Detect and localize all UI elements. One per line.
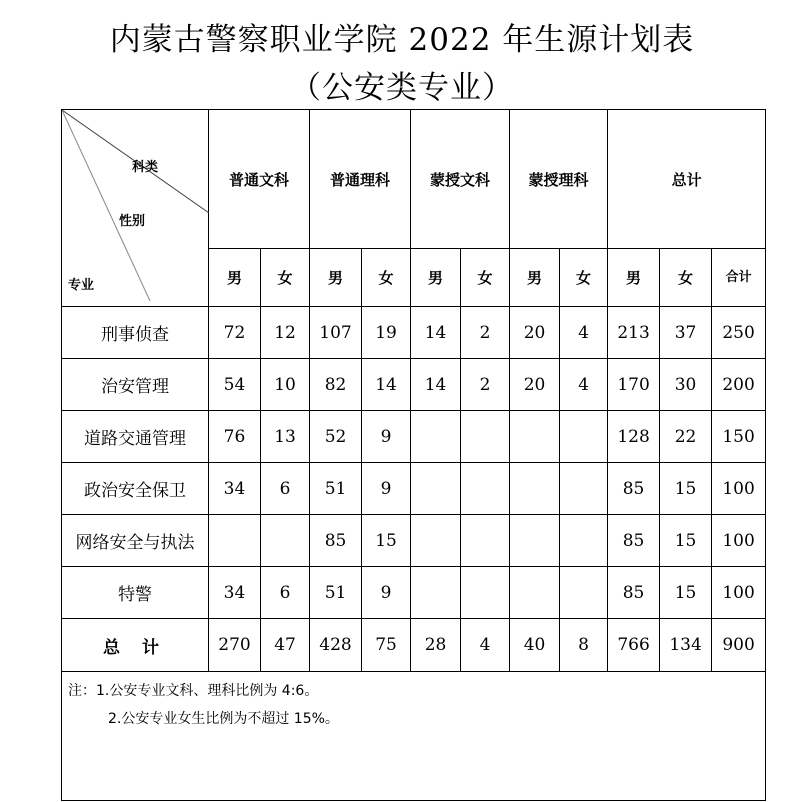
value-cell: 72	[209, 307, 261, 359]
table-row	[62, 359, 766, 411]
value-cell: 100	[712, 567, 766, 619]
value-cell	[560, 411, 608, 463]
value-cell: 170	[608, 359, 660, 411]
corner-gender-label: 性别	[119, 214, 146, 229]
table-row	[62, 307, 766, 359]
page-subtitle: （公安类专业）	[290, 70, 514, 106]
value-cell: 22	[660, 411, 712, 463]
gender-header: 女	[560, 249, 608, 307]
value-cell	[461, 567, 510, 619]
value-cell	[510, 567, 560, 619]
value-cell: 900	[712, 619, 766, 672]
gender-header: 男	[411, 249, 461, 307]
major-name: 道路交通管理	[62, 411, 209, 463]
gender-header: 女	[261, 249, 310, 307]
value-cell: 85	[310, 515, 362, 567]
value-cell: 6	[261, 567, 310, 619]
group-header: 蒙授理科	[510, 110, 608, 249]
gender-header: 女	[461, 249, 510, 307]
gender-header: 男	[510, 249, 560, 307]
value-cell: 150	[712, 411, 766, 463]
total-label: 总 计	[62, 619, 209, 672]
value-cell: 13	[261, 411, 310, 463]
value-cell: 270	[209, 619, 261, 672]
value-cell: 2	[461, 359, 510, 411]
value-cell	[411, 463, 461, 515]
value-cell: 9	[362, 411, 411, 463]
table-row	[62, 515, 766, 567]
value-cell: 51	[310, 567, 362, 619]
value-cell: 20	[510, 307, 560, 359]
group-header: 蒙授文科	[411, 110, 510, 249]
value-cell: 6	[261, 463, 310, 515]
value-cell: 20	[510, 359, 560, 411]
value-cell: 2	[461, 307, 510, 359]
value-cell: 9	[362, 463, 411, 515]
value-cell: 19	[362, 307, 411, 359]
value-cell: 40	[510, 619, 560, 672]
note-line: 注：1.公安专业文科、理科比例为 4:6。	[68, 683, 319, 699]
gender-header: 合计	[712, 249, 766, 307]
major-name: 刑事侦查	[62, 307, 209, 359]
value-cell: 85	[608, 463, 660, 515]
value-cell: 100	[712, 463, 766, 515]
value-cell: 28	[411, 619, 461, 672]
value-cell: 766	[608, 619, 660, 672]
enrollment-plan-table	[61, 109, 766, 801]
value-cell	[261, 515, 310, 567]
value-cell	[510, 463, 560, 515]
table-row	[62, 463, 766, 515]
value-cell	[560, 463, 608, 515]
value-cell: 30	[660, 359, 712, 411]
value-cell: 15	[362, 515, 411, 567]
value-cell	[461, 515, 510, 567]
group-header: 普通文科	[209, 110, 310, 249]
value-cell	[209, 515, 261, 567]
value-cell: 250	[712, 307, 766, 359]
value-cell: 8	[560, 619, 608, 672]
value-cell: 47	[261, 619, 310, 672]
value-cell	[510, 515, 560, 567]
gender-header: 女	[362, 249, 411, 307]
corner-category-label: 科类	[132, 160, 159, 175]
value-cell: 15	[660, 515, 712, 567]
value-cell: 85	[608, 515, 660, 567]
value-cell: 4	[560, 359, 608, 411]
value-cell: 52	[310, 411, 362, 463]
group-header: 普通理科	[310, 110, 411, 249]
value-cell: 37	[660, 307, 712, 359]
major-name: 特警	[62, 567, 209, 619]
value-cell: 200	[712, 359, 766, 411]
total-row	[62, 619, 766, 672]
value-cell: 14	[362, 359, 411, 411]
value-cell: 9	[362, 567, 411, 619]
value-cell	[461, 411, 510, 463]
value-cell: 213	[608, 307, 660, 359]
value-cell: 15	[660, 463, 712, 515]
value-cell: 82	[310, 359, 362, 411]
corner-major-label: 专业	[68, 278, 95, 293]
value-cell: 4	[461, 619, 510, 672]
value-cell: 34	[209, 567, 261, 619]
value-cell: 107	[310, 307, 362, 359]
major-name: 治安管理	[62, 359, 209, 411]
notes-cell	[62, 672, 766, 801]
value-cell: 428	[310, 619, 362, 672]
note-line: 2.公安专业女生比例为不超过 15%。	[108, 711, 339, 727]
value-cell	[411, 411, 461, 463]
page-title: 内蒙古警察职业学院 2022 年生源计划表	[109, 22, 695, 58]
value-cell: 54	[209, 359, 261, 411]
value-cell	[461, 463, 510, 515]
table-row	[62, 567, 766, 619]
diagonal-lines	[62, 110, 209, 301]
value-cell	[510, 411, 560, 463]
header-row-groups	[62, 110, 766, 249]
value-cell: 15	[660, 567, 712, 619]
value-cell: 10	[261, 359, 310, 411]
major-name: 网络安全与执法	[62, 515, 209, 567]
value-cell: 34	[209, 463, 261, 515]
value-cell: 100	[712, 515, 766, 567]
major-name: 政治安全保卫	[62, 463, 209, 515]
value-cell	[560, 567, 608, 619]
value-cell: 75	[362, 619, 411, 672]
value-cell: 4	[560, 307, 608, 359]
value-cell: 76	[209, 411, 261, 463]
value-cell	[411, 515, 461, 567]
group-header: 总计	[608, 110, 766, 249]
gender-header: 男	[209, 249, 261, 307]
value-cell: 134	[660, 619, 712, 672]
gender-header: 女	[660, 249, 712, 307]
value-cell: 14	[411, 307, 461, 359]
value-cell: 85	[608, 567, 660, 619]
value-cell: 128	[608, 411, 660, 463]
diagonal-header-cell	[62, 110, 209, 307]
value-cell: 14	[411, 359, 461, 411]
table-row	[62, 411, 766, 463]
value-cell	[560, 515, 608, 567]
value-cell: 51	[310, 463, 362, 515]
value-cell	[411, 567, 461, 619]
gender-header: 男	[310, 249, 362, 307]
value-cell: 12	[261, 307, 310, 359]
gender-header: 男	[608, 249, 660, 307]
